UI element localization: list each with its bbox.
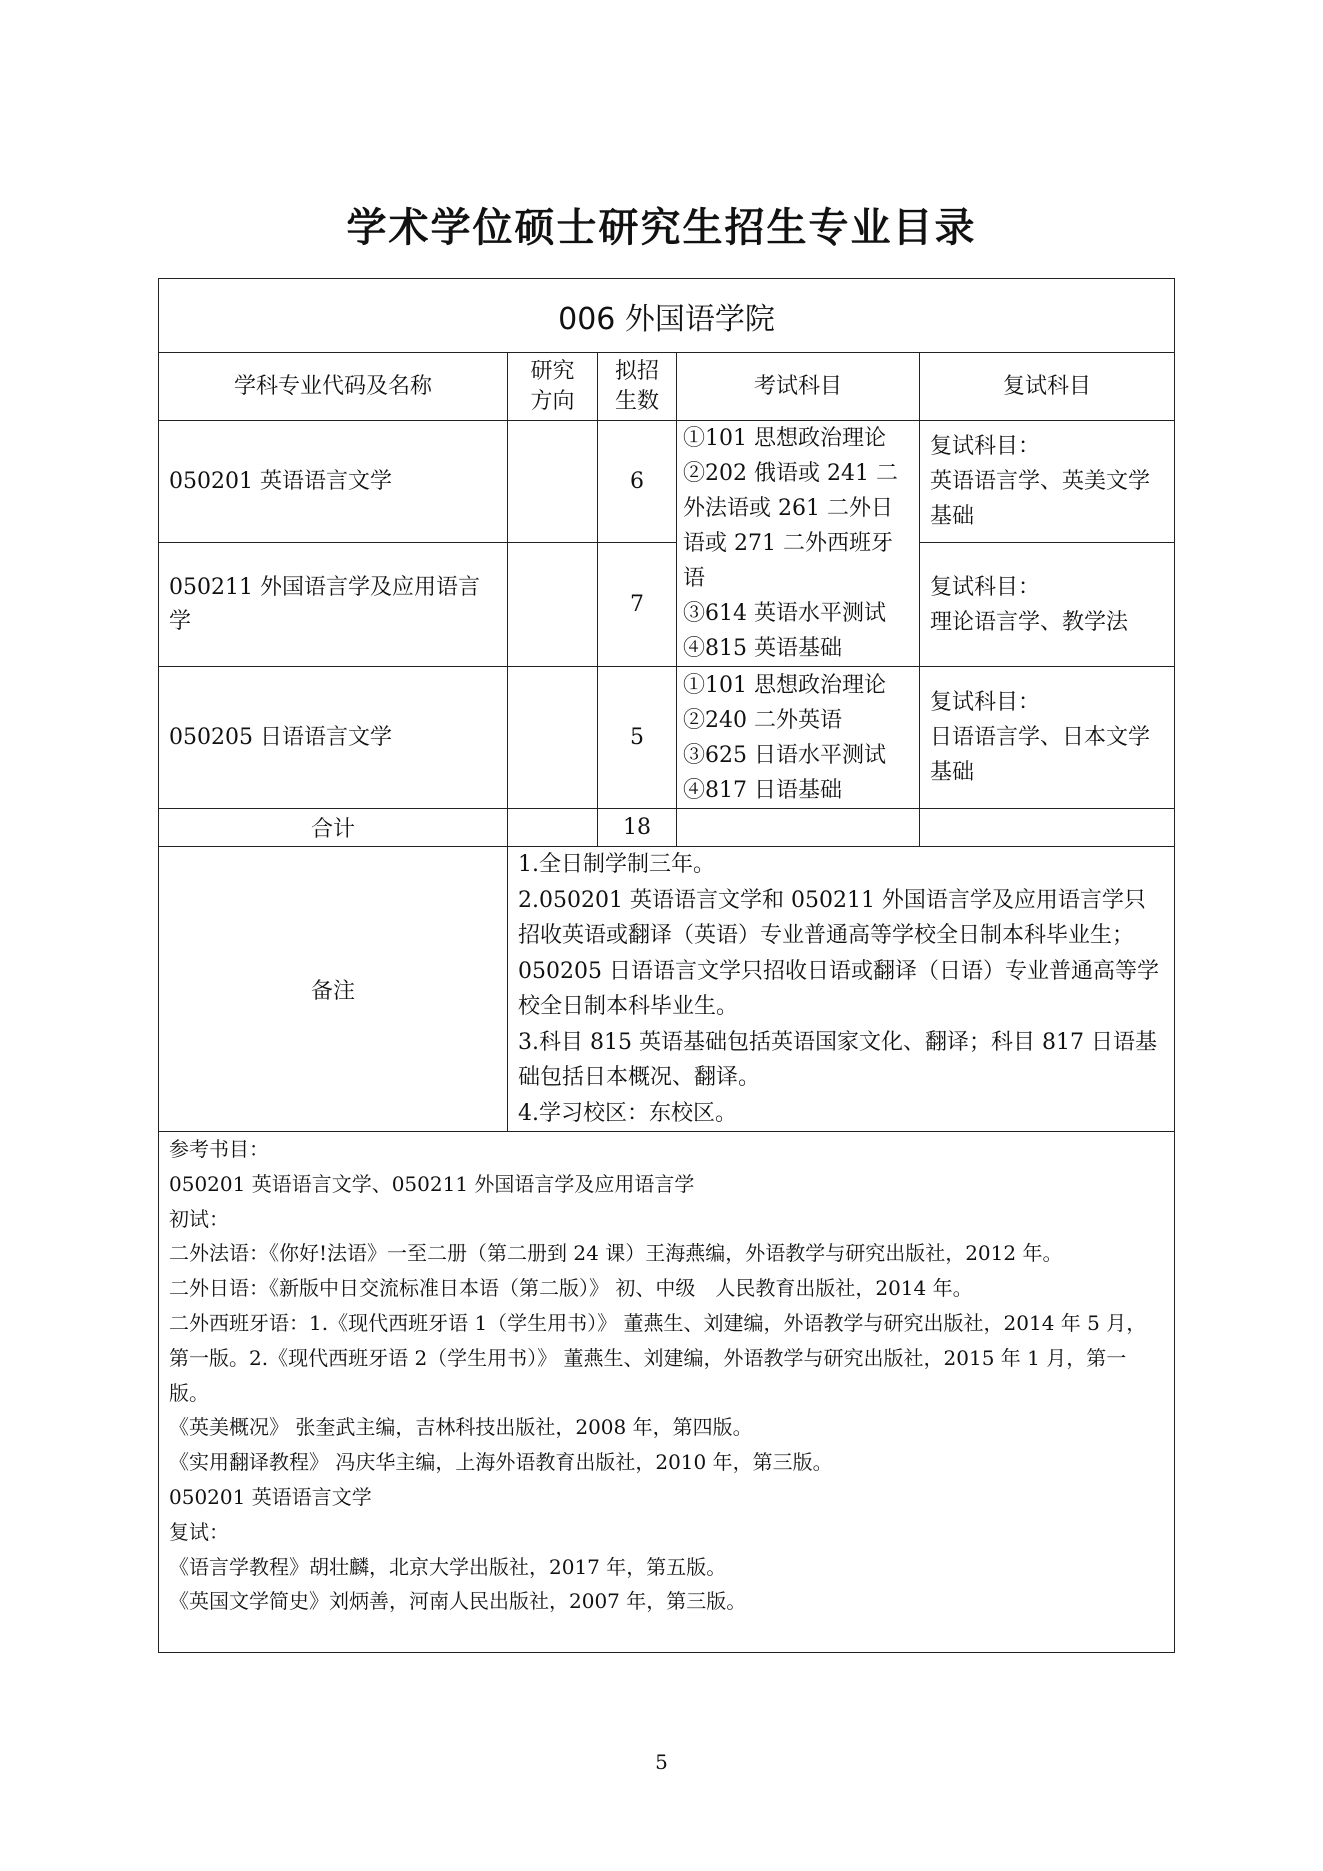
total-row <box>159 809 1175 847</box>
table-row <box>159 667 1175 809</box>
department-name: 006 外国语学院 <box>159 279 1175 353</box>
retest-subjects: 复试科目： 理论语言学、教学法 <box>920 543 1175 667</box>
page-number: 5 <box>655 1750 668 1774</box>
direction-cell <box>508 667 598 809</box>
direction-cell <box>508 421 598 543</box>
exam-subjects: ①101 思想政治理论 ②240 二外英语 ③625 日语水平测试 ④817 日语基础 <box>677 667 920 809</box>
quota-value: 7 <box>598 543 677 667</box>
header-major: 学科专业代码及名称 <box>159 353 508 421</box>
notes-label: 备注 <box>159 847 508 1132</box>
empty-cell <box>508 809 598 847</box>
table-row <box>159 421 1175 543</box>
header-direction: 研究 方向 <box>508 353 598 421</box>
header-quota: 拟招 生数 <box>598 353 677 421</box>
empty-cell <box>677 809 920 847</box>
page-title: 学术学位硕士研究生招生专业目录 <box>346 205 977 251</box>
direction-cell <box>508 543 598 667</box>
references-content: 参考书目： 050201 英语语言文学、050211 外国语言学及应用语言学 初试： 二外法语：《你好!法语》一至二册（第二册到 24 课）王海燕编，外语教学与研究出版社，2012 年。 二外日语：《新版中日交流标准日本语（第二版）》 初、中级 人民教育出版社，2014 年。 二外西班牙语：1.《现代西班牙语 1（学生用书）》 董燕生、刘建编，外语教学与研究出版社，2014 年 5 月，第一版。2.《现代西班牙语 2（学生用书）》 董燕生、刘建编，外语教学与研究出版社，2015 年 1 月，第一版。 《英美概况》 张奎武主编，吉林科技出版社，2008 年，第四版。 《实用翻译教程》 冯庆华主编，上海外语教育出版社，2010 年，第三版。 050201 英语语言文学 复试： 《语言学教程》胡壮麟，北京大学出版社，2017 年，第五版。 《英国文学简史》刘炳善，河南人民出版社，2007 年，第三版。 <box>159 1132 1175 1653</box>
notes-row <box>159 847 1175 1132</box>
exam-subjects: ①101 思想政治理论 ②202 俄语或 241 二外法语或 261 二外日语或 271 二外西班牙语 ③614 英语水平测试 ④815 英语基础 <box>677 421 920 667</box>
header-exam: 考试科目 <box>677 353 920 421</box>
empty-cell <box>920 809 1175 847</box>
major-name: 050211 外国语言学及应用语言学 <box>159 543 508 667</box>
retest-subjects: 复试科目： 日语语言学、日本文学基础 <box>920 667 1175 809</box>
total-label: 合计 <box>159 809 508 847</box>
table-row <box>159 543 1175 667</box>
quota-value: 5 <box>598 667 677 809</box>
major-name: 050201 英语语言文学 <box>159 421 508 543</box>
notes-content: 1.全日制学制三年。 2.050201 英语语言文学和 050211 外国语言学及应用语言学只招收英语或翻译（英语）专业普通高等学校全日制本科毕业生；050205 日语语言文学只招收日语或翻译（日语）专业普通高等学校全日制本科毕业生。 3.科目 815 英语基础包括英语国家文化、翻译；科目 817 日语基础包括日本概况、翻译。 4.学习校区：东校区。 <box>508 847 1175 1132</box>
header-retest: 复试科目 <box>920 353 1175 421</box>
catalog-table <box>158 278 1175 1653</box>
references-row <box>159 1132 1175 1653</box>
quota-value: 6 <box>598 421 677 543</box>
total-value: 18 <box>598 809 677 847</box>
major-name: 050205 日语语言文学 <box>159 667 508 809</box>
retest-subjects: 复试科目： 英语语言学、英美文学基础 <box>920 421 1175 543</box>
